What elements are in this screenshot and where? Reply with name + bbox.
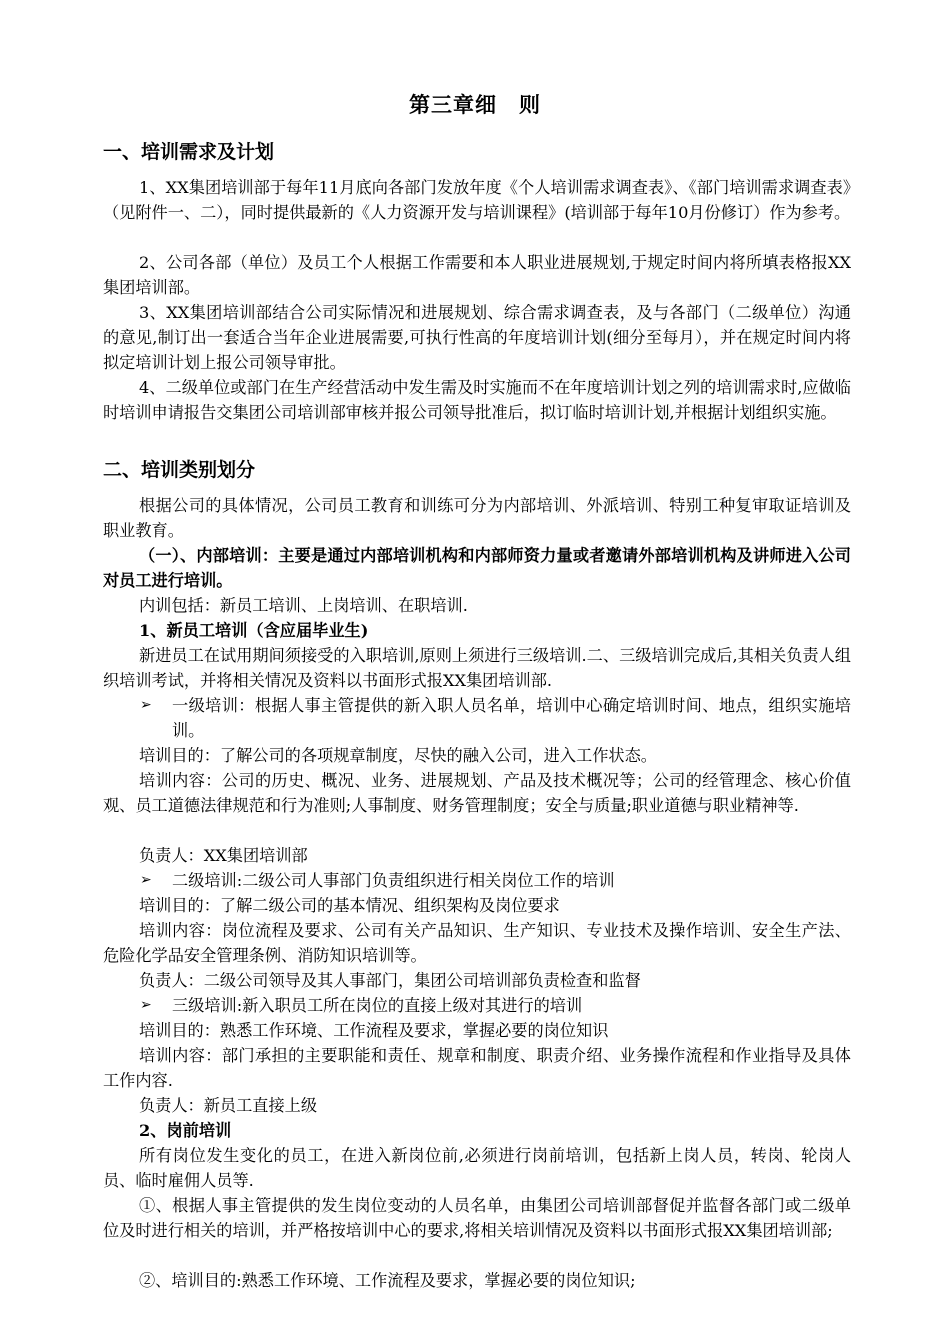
level2-bullet [140, 868, 851, 893]
level3-text: 三级培训:新入职员工所在岗位的直接上级对其进行的培训 [172, 996, 583, 1015]
level2-text: 二级培训:二级公司人事部门负责组织进行相关岗位工作的培训 [172, 871, 615, 890]
chapter-title: 第三章细 则 [409, 92, 541, 117]
pre-job-item-2: ②、培训目的:熟悉工作环境、工作流程及要求，掌握必要的岗位知识; [139, 1271, 636, 1290]
level3-goal: 培训目的：熟悉工作环境、工作流程及要求，掌握必要的岗位知识 [139, 1021, 609, 1040]
arrow-bullet-icon: ➢ [140, 872, 152, 888]
internal-training-includes: 内训包括：新员工培训、上岗培训、在职培训. [139, 596, 468, 615]
section-heading-2: 二、培训类别划分 [103, 459, 256, 481]
level2-goal: 培训目的：了解二级公司的基本情况、组织架构及岗位要求 [139, 896, 560, 915]
level1-content: 培训内容：公司的历史、概况、业务、进展规划、产品及技术概况等；公司的经管理念、核心价值观、员工道德法律规范和行为准则;人事制度、财务管理制度；安全与质量;职业道德与职业精神等. [103, 771, 851, 815]
pre-job-item-1: ①、根据人事主管提供的发生岗位变动的人员名单，由集团公司培训部督促并监督各部门或二级单位及时进行相关的培训，并严格按培训中心的要求,将相关培训情况及资料以书面形式报XX集团培训部; [103, 1196, 851, 1240]
paragraph-2: 2、公司各部（单位）及员工个人根据工作需要和本人职业进展规划,于规定时间内将所填表格报XX集团培训部。 [103, 253, 851, 297]
paragraph-4: 4、二级单位或部门在生产经营活动中发生需及时实施而不在年度培训计划之列的培训需求时,应做临时培训申请报告交集团公司培训部审核并报公司领导批准后，拟订临时培训计划,并根据计划组织实施。 [103, 378, 851, 422]
arrow-bullet-icon: ➢ [140, 997, 152, 1013]
internal-training-title: （一）、内部培训：主要是通过内部培训机构和内部师资力量或者邀请外部培训机构及讲师进入公司对员工进行培训。 [103, 546, 851, 590]
section2-intro: 根据公司的具体情况，公司员工教育和训练可分为内部培训、外派培训、特别工种复审取证培训及职业教育。 [103, 496, 851, 540]
level3-content: 培训内容：部门承担的主要职能和责任、规章和制度、职责介绍、业务操作流程和作业指导及具体工作内容. [103, 1046, 851, 1090]
pre-job-training-desc: 所有岗位发生变化的员工，在进入新岗位前,必须进行岗前培训，包括新上岗人员，转岗、轮岗人员、临时雇佣人员等. [103, 1146, 851, 1190]
arrow-bullet-icon: ➢ [140, 697, 152, 713]
level2-owner: 负责人：二级公司领导及其人事部门，集团公司培训部负责检查和监督 [139, 971, 641, 990]
new-employee-training-desc: 新进员工在试用期间须接受的入职培训,原则上须进行三级培训.二、三级培训完成后,其相关负责人组织培训考试，并将相关情况及资料以书面形式报XX集团培训部. [103, 646, 851, 690]
section-heading-1: 一、培训需求及计划 [103, 141, 275, 163]
level1-bullet [140, 693, 851, 743]
pre-job-training-title: 2、岗前培训 [139, 1121, 232, 1140]
level3-owner: 负责人：新员工直接上级 [139, 1096, 318, 1115]
paragraph-1: 1、XX集团培训部于每年11月底向各部门发放年度《个人培训需求调查表》、《部门培训需求调查表》（见附件一、二），同时提供最新的《人力资源开发与培训课程》(培训部于每年10月份修订）作为参考。 [103, 178, 851, 222]
level1-goal: 培训目的：了解公司的各项规章制度，尽快的融入公司，进入工作状态。 [139, 746, 657, 765]
level3-bullet [140, 993, 851, 1018]
level2-content: 培训内容：岗位流程及要求、公司有关产品知识、生产知识、专业技术及操作培训、安全生产法、危险化学品安全管理条例、消防知识培训等。 [103, 921, 851, 965]
new-employee-training-title: 1、新员工培训（含应届毕业生) [139, 621, 369, 640]
paragraph-3: 3、XX集团培训部结合公司实际情况和进展规划、综合需求调查表，及与各部门（二级单位）沟通的意见,制订出一套适合当年企业进展需要,可执行性高的年度培训计划(细分至每月），并在规定时间内将拟定培训计划上报公司领导审批。 [103, 303, 851, 372]
level1-owner: 负责人：XX集团培训部 [139, 846, 308, 865]
level1-text: 一级培训：根据人事主管提供的新入职人员名单，培训中心确定培训时间、地点，组织实施培训。 [172, 696, 851, 740]
